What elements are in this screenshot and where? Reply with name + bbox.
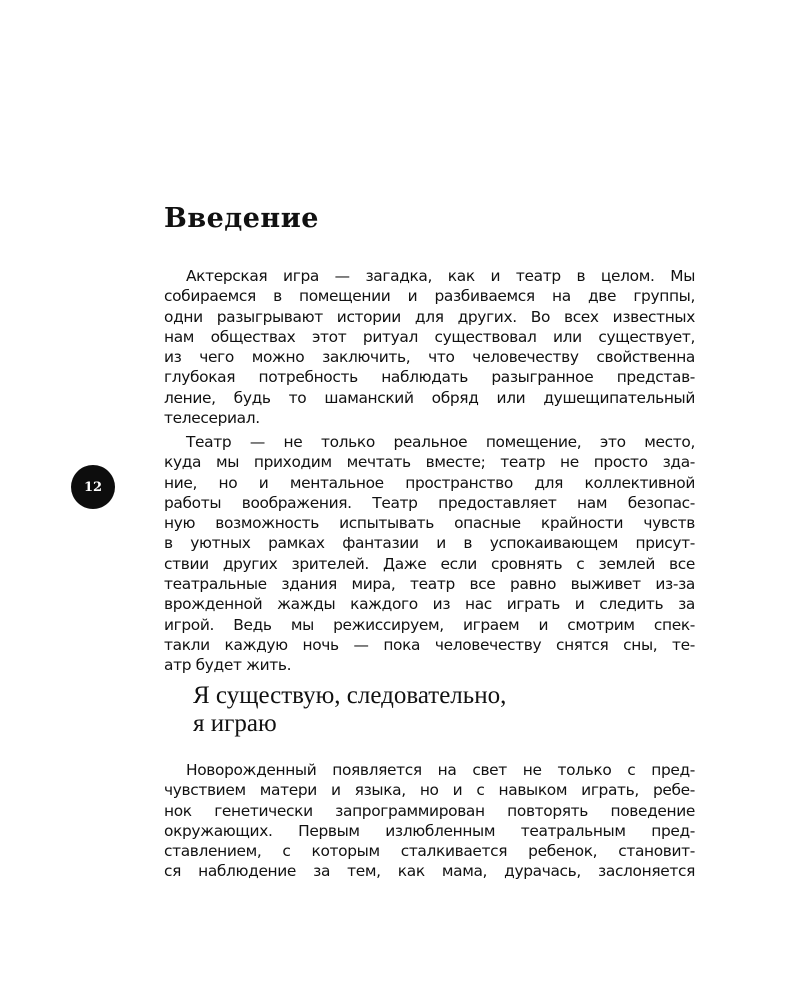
text-line: Актерская игра — загадка, как и театр в целом. Мы [186, 267, 695, 285]
text-line: ление, будь то шаманский обряд или душещипательный [164, 388, 695, 407]
text-line: игрой. Ведь мы режиссируем, играем и смотрим спек- [164, 615, 695, 634]
chapter-title: Введение [164, 203, 319, 234]
text-line: телесериал. [164, 409, 260, 428]
text-line: в уютных рамках фантазии и в успокаивающем присут- [164, 534, 695, 553]
text-line: нам обществах этот ритуал существовал или существует, [164, 327, 695, 346]
section-heading-line: я играю [193, 710, 277, 737]
page-number-badge: 12 [71, 465, 115, 509]
text-line: такли каждую ночь — пока человечеству снятся сны, те- [164, 635, 695, 654]
paragraph-2 [164, 432, 695, 676]
text-line: атр будет жить. [164, 656, 292, 675]
section-heading [193, 682, 506, 738]
text-line: собираемся в помещении и разбиваемся на две группы, [164, 287, 695, 306]
text-line: работы воображения. Театр предоставляет нам безопас- [164, 493, 695, 512]
text-line: Новорожденный появляется на свет не только с пред- [186, 761, 695, 779]
text-line: ствии других зрителей. Даже если сровнять с землей все [164, 554, 695, 573]
text-line: из чего можно заключить, что человечеству свойственна [164, 348, 695, 367]
text-line: глубокая потребность наблюдать разыгранное представ- [164, 368, 695, 387]
text-line: куда мы приходим мечтать вместе; театр не просто зда- [164, 453, 695, 472]
text-line: чувствием матери и языка, но и с навыком играть, ребе- [164, 781, 695, 800]
section-heading-line: Я существую, следовательно, [193, 682, 507, 709]
paragraph-1 [164, 266, 695, 428]
text-line: ние, но и ментальное пространство для коллективной [164, 473, 695, 492]
paragraph-3 [164, 760, 695, 882]
text-line: ся наблюдение за тем, как мама, дурачась, заслоняется [164, 862, 695, 881]
text-line: Театр — не только реальное помещение, это место, [186, 433, 695, 451]
text-line: ную возможность испытывать опасные крайности чувств [164, 514, 695, 533]
text-line: нок генетически запрограммирован повторять поведение [164, 801, 695, 820]
text-line: врожденной жажды каждого из нас играть и следить за [164, 595, 695, 614]
text-line: одни разыгрывают истории для других. Во всех известных [164, 307, 695, 326]
text-line: ставлением, с которым сталкивается ребенок, становит- [164, 842, 695, 861]
text-line: театральные здания мира, театр все равно выживет из-за [164, 575, 695, 594]
text-line: окружающих. Первым излюбленным театральным пред- [164, 821, 695, 840]
